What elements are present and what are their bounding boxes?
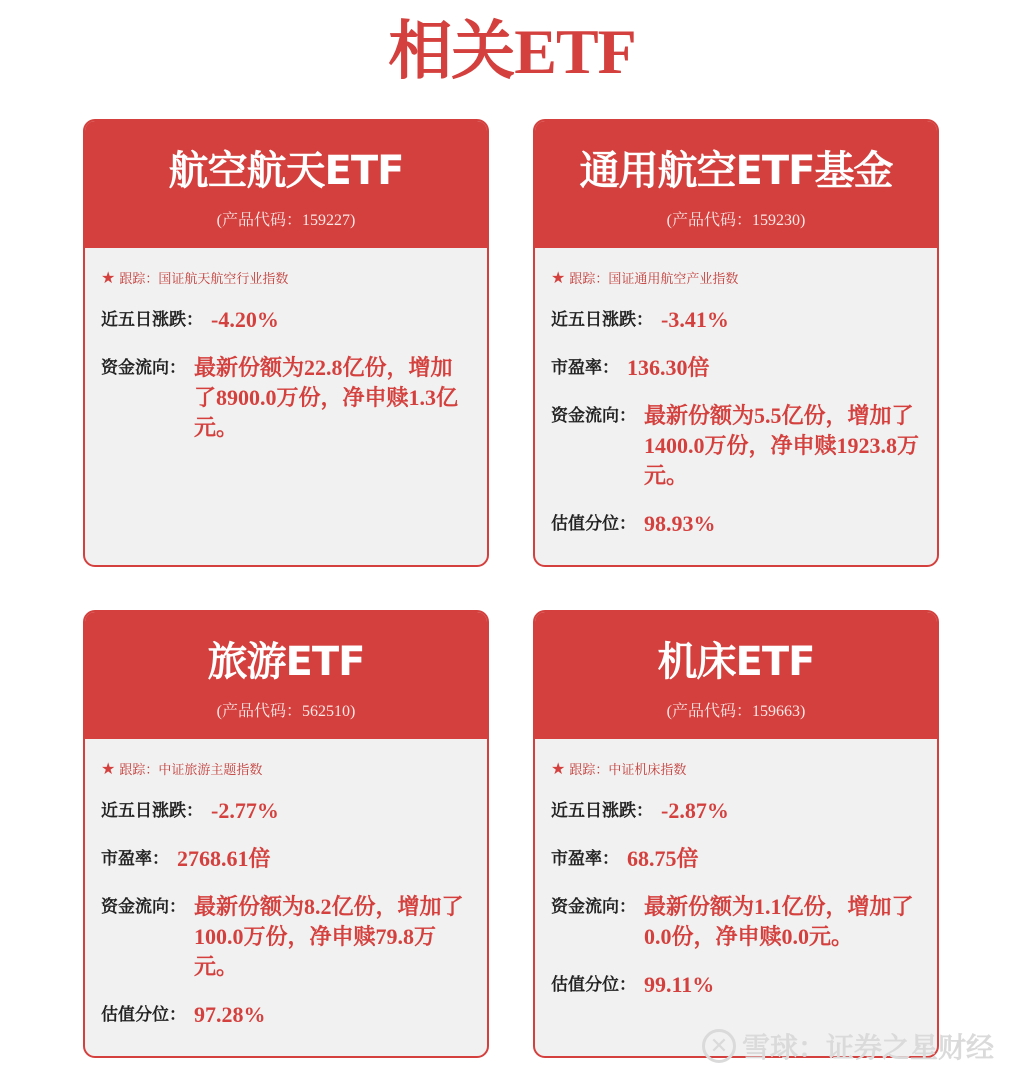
page-title-cn: 相关 bbox=[388, 15, 515, 89]
watermark-text: 雪球：证券之星财经 bbox=[741, 1031, 994, 1064]
card-body bbox=[535, 248, 937, 539]
card-title: 通用航空ETF基金 bbox=[579, 148, 893, 194]
metric-label: 市盈率： bbox=[101, 849, 169, 869]
metric-row-pe-ratio bbox=[551, 353, 921, 383]
metric-row-pe-ratio bbox=[551, 844, 921, 874]
tracking-index bbox=[551, 759, 921, 778]
xueqiu-logo-icon: ✕ bbox=[702, 1029, 736, 1063]
card-title: 旅游ETF bbox=[207, 639, 365, 685]
card-header bbox=[85, 612, 487, 739]
metric-label: 资金流向： bbox=[551, 406, 636, 426]
metric-label: 资金流向： bbox=[101, 897, 186, 917]
metric-value: 68.75倍 bbox=[627, 846, 699, 871]
metric-row-valuation-percentile bbox=[551, 509, 921, 539]
etf-card-aerospace bbox=[83, 119, 489, 567]
metric-row-fund-flow bbox=[101, 353, 471, 443]
product-code: (产品代码：159227) bbox=[216, 212, 356, 229]
tracking-index bbox=[101, 759, 471, 778]
tracking-index-text: 跟踪：国证航天航空行业指数 bbox=[119, 272, 289, 287]
metric-row-valuation-percentile bbox=[551, 970, 921, 1000]
star-icon: ★ bbox=[101, 267, 116, 287]
metric-label: 近五日涨跌： bbox=[101, 801, 203, 821]
metric-row-fund-flow bbox=[551, 401, 921, 491]
card-header bbox=[85, 121, 487, 248]
metric-value: -2.77% bbox=[211, 798, 279, 823]
metric-value: 最新份额为8.2亿份，增加了100.0万份，净申赎79.8万元。 bbox=[194, 894, 464, 979]
page-title bbox=[0, 12, 1024, 92]
metric-label: 资金流向： bbox=[101, 358, 186, 378]
card-body bbox=[85, 248, 487, 443]
metric-value: 98.93% bbox=[644, 511, 716, 536]
card-body bbox=[535, 739, 937, 1000]
card-header bbox=[535, 121, 937, 248]
etf-card-general-aviation bbox=[533, 119, 939, 567]
metric-row-valuation-percentile bbox=[101, 1000, 471, 1030]
metric-label: 估值分位： bbox=[551, 514, 636, 534]
metric-value: 99.11% bbox=[644, 972, 715, 997]
metric-value: 97.28% bbox=[194, 1002, 266, 1027]
metric-label: 资金流向： bbox=[551, 897, 636, 917]
product-code: (产品代码：159230) bbox=[666, 212, 806, 229]
metric-label: 市盈率： bbox=[551, 849, 619, 869]
metric-value: -2.87% bbox=[661, 798, 729, 823]
metric-row-pe-ratio bbox=[101, 844, 471, 874]
metric-label: 近五日涨跌： bbox=[551, 310, 653, 330]
metric-row-fund-flow bbox=[551, 892, 921, 952]
card-title: 航空航天ETF bbox=[168, 148, 404, 194]
tracking-index-text: 跟踪：中证机床指数 bbox=[569, 763, 687, 778]
tracking-index-text: 跟踪：中证旅游主题指数 bbox=[119, 763, 263, 778]
star-icon: ★ bbox=[551, 267, 566, 287]
star-icon: ★ bbox=[101, 758, 116, 778]
metric-value: -4.20% bbox=[211, 307, 279, 332]
metric-value: 最新份额为1.1亿份，增加了0.0份，净申赎0.0元。 bbox=[644, 894, 914, 949]
metric-value: -3.41% bbox=[661, 307, 729, 332]
etf-card-machine-tool bbox=[533, 610, 939, 1058]
metric-value: 最新份额为22.8亿份，增加了8900.0万份，净申赎1.3亿元。 bbox=[194, 355, 459, 440]
metric-row-five-day-change bbox=[101, 796, 471, 826]
metric-label: 估值分位： bbox=[551, 975, 636, 995]
metric-label: 市盈率： bbox=[551, 358, 619, 378]
metric-row-five-day-change bbox=[101, 305, 471, 335]
tracking-index bbox=[101, 268, 471, 287]
metric-value: 136.30倍 bbox=[627, 355, 710, 380]
product-code: (产品代码：159663) bbox=[666, 703, 806, 720]
star-icon: ★ bbox=[551, 758, 566, 778]
card-title: 机床ETF bbox=[657, 639, 815, 685]
metric-row-five-day-change bbox=[551, 305, 921, 335]
watermark bbox=[702, 1026, 994, 1066]
metric-value: 2768.61倍 bbox=[177, 846, 271, 871]
etf-card-tourism bbox=[83, 610, 489, 1058]
tracking-index bbox=[551, 268, 921, 287]
metric-row-five-day-change bbox=[551, 796, 921, 826]
metric-label: 近五日涨跌： bbox=[551, 801, 653, 821]
tracking-index-text: 跟踪：国证通用航空产业指数 bbox=[569, 272, 739, 287]
card-header bbox=[535, 612, 937, 739]
metric-label: 近五日涨跌： bbox=[101, 310, 203, 330]
metric-row-fund-flow bbox=[101, 892, 471, 982]
card-body bbox=[85, 739, 487, 1030]
page-title-latin: ETF bbox=[514, 16, 636, 87]
metric-value: 最新份额为5.5亿份，增加了1400.0万份，净申赎1923.8万元。 bbox=[644, 403, 920, 488]
metric-label: 估值分位： bbox=[101, 1005, 186, 1025]
product-code: (产品代码：562510) bbox=[216, 703, 356, 720]
